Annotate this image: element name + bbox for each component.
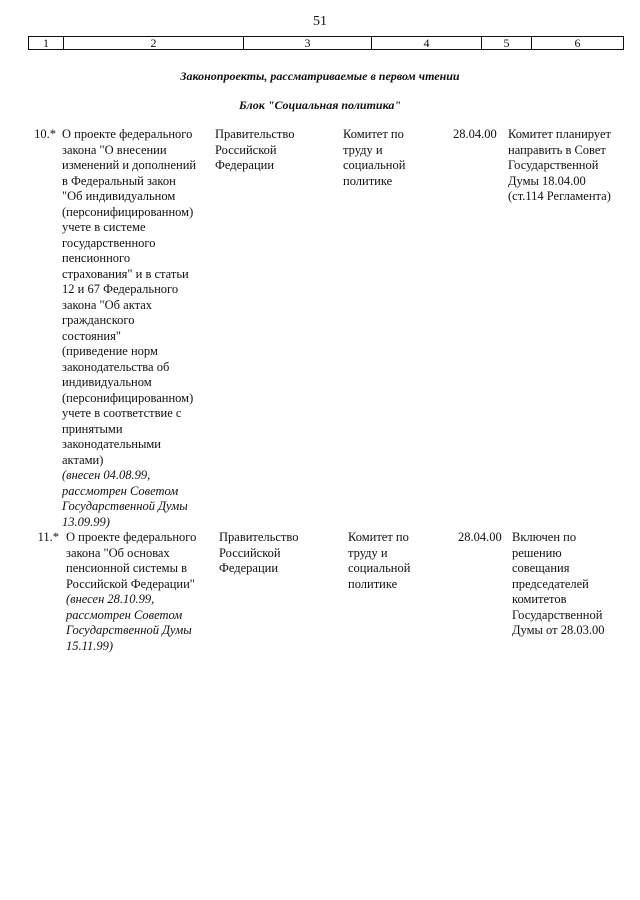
column-header-2: 2 bbox=[64, 37, 244, 50]
entry-initiator: Правительство Российской Федерации bbox=[219, 530, 299, 575]
page-number: 51 bbox=[313, 14, 327, 29]
entry-title: О проекте федерального закона "О внесении изменений и дополнений в Федеральный закон "Об индивидуальном (персонифицированном) учете в системе государственного пенсионного страхования" и в статьи 12 и 67 Федерального закона "Об актах гражданского состояния" (приведение норм законодательства об индивидуальном (персонифицированном) учете в соответствие с принятыми законодательными актами) bbox=[62, 127, 197, 467]
column-header-4: 4 bbox=[372, 37, 482, 50]
entry-number: 10.* bbox=[34, 127, 56, 141]
column-header-1: 1 bbox=[29, 37, 64, 50]
entry-date: 28.04.00 bbox=[453, 127, 497, 141]
column-number-header bbox=[28, 36, 624, 50]
entry-initiator: Правительство Российской Федерации bbox=[215, 127, 295, 172]
entry-remark: Включен по решению совещания председателей комитетов Государственной Думы от 28.03.00 bbox=[512, 530, 605, 637]
column-header-6: 6 bbox=[532, 37, 624, 50]
entry-note: (внесен 28.10.99, рассмотрен Советом Государственной Думы 15.11.99) bbox=[66, 592, 192, 653]
entry-title: О проекте федерального закона "Об основах пенсионной системы в Российской Федерации" bbox=[66, 530, 197, 591]
entry-remark: Комитет планирует направить в Совет Государственной Думы 18.04.00 (ст.114 Регламента) bbox=[508, 127, 611, 203]
entry-committee: Комитет по труду и социальной политике bbox=[348, 530, 411, 591]
entry-note: (внесен 04.08.99, рассмотрен Советом Государственной Думы 13.09.99) bbox=[62, 468, 188, 529]
entry-date: 28.04.00 bbox=[458, 530, 502, 544]
entry-number: 11.* bbox=[37, 530, 59, 544]
column-header-5: 5 bbox=[482, 37, 532, 50]
entry-committee: Комитет по труду и социальной политике bbox=[343, 127, 406, 188]
entry-title-cell bbox=[62, 127, 212, 530]
entry-title-cell bbox=[66, 530, 216, 654]
block-title: Блок "Социальная политика" bbox=[238, 98, 402, 112]
column-header-3: 3 bbox=[244, 37, 372, 50]
section-title: Законопроекты, рассматриваемые в первом чтении bbox=[180, 69, 460, 83]
